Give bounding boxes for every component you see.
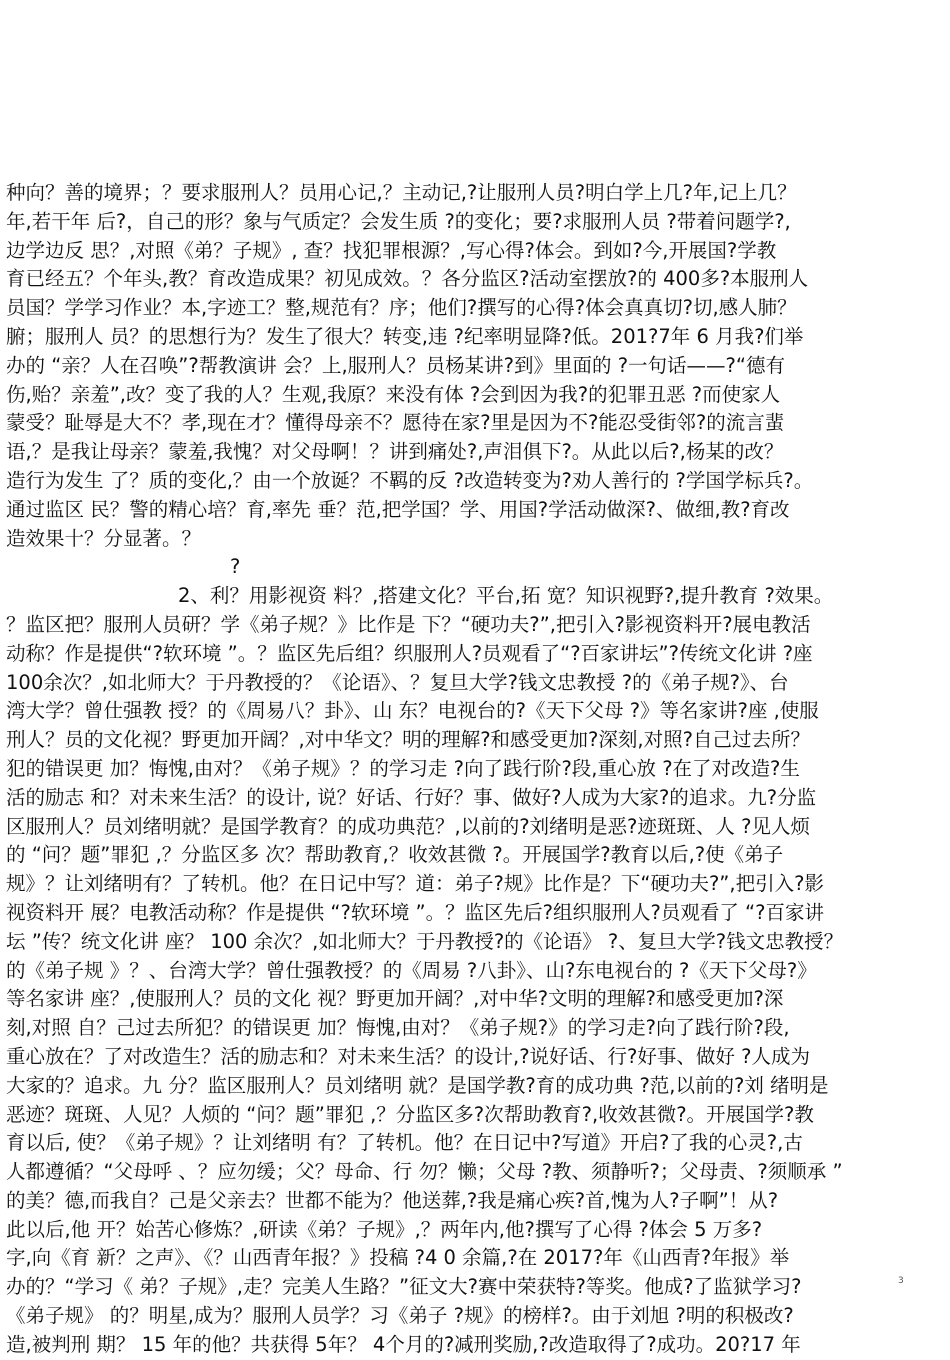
paragraph-line: 字,向《育 新？之声》、《？山西青年报？》投稿 ?4 0 余篇,?在 2017?年《山西青?年报》举 [6,1246,790,1270]
paragraph-line: 员国？学学习作业？本,字迹工？整,规范有？序；他们?撰写的心得?体会真真切?切,感人肺？ [6,296,797,320]
paragraph-line: 区服刑人？员刘绪明就？是国学教育？的成功典范？,以前的?刘绪明是恶?迹斑斑、人 ?见人烦 [6,814,810,838]
paragraph-line: 的 “问？题”罪犯 ,？分监区多 次？帮助教育,？收效甚微 ?。开展国学?教育以后,?使《弟子 [6,843,784,867]
paragraph-line: 育以后, 使？《弟子规》？让刘绪明 有？了转机。他？在日记中?写道》开启?了我的心灵?,古 [6,1131,803,1155]
page-number: 3 [898,1276,904,1286]
paragraph-line: 重心放在？了对改造生？活的励志和？对未来生活？的设计,?说好话、行?好事、做好 ?人成为 [6,1044,810,1068]
placeholder-mark: ? [230,555,241,579]
paragraph-line: 恶迹？斑斑、人见？人烦的 “问？题”罪犯 ,？分监区多?次帮助教育?,收效甚微?。开展国学?教 [6,1102,814,1126]
paragraph-line: 造效果十？分显著。？ [6,526,202,550]
paragraph-line: 腑；服刑人 员？的思想行为？发生了很大？转变,违 ?纪率明显降?低。201?7年 6 月我?们举 [6,324,804,348]
paragraph-line: 动称？作是提供“?软环境 ”。？监区先后组？织服刑人?员观看了“?百家讲坛”?传统文化讲 ?座 [6,641,813,665]
paragraph-line: 坛 ”传？统文化讲 座？ 100 余次？,如北师大？于丹教授?的《论语》 ?、复旦大学?钱文忠教授？ [6,929,844,953]
paragraph-line: 视资料开 展？电教活动称？作是提供 “?软环境 ”。？监区先后?组织服刑人?员观看了 “?百家讲 [6,900,825,924]
paragraph-line: 伤,贻？亲羞”,改？变了我的人？生观,我原？来没有体 ?会到因为我?的犯罪丑恶 ?而使家人 [6,382,781,406]
paragraph-line: 的美？德,而我自？己是父亲去？世都不能为？他送葬,?我是痛心疾?首,愧为人?子啊”！从? [6,1188,779,1212]
paragraph-line: 造,被判刑 期？ 15 年的他？共获得 5年？ 4个月的?减刑奖励,?改造取得了?成功。20?17 年 [6,1332,801,1356]
paragraph-line: 大家的？追求。九 分？监区服刑人？员刘绪明 就？是国学教?育的成功典 ?范,以前的?刘 绪明是 [6,1073,829,1097]
paragraph-line: 年,若干年 后?，自己的形？象与气质定？会发生质 ?的变化；要?求服刑人员 ?带着问题学?, [6,209,791,233]
document-body [6,179,886,1360]
paragraph-line: 的《弟子规 》？、台湾大学？曾仕强教授？的《周易 ?八卦》、山?东电视台的 ?《天下父母?》 [6,958,817,982]
paragraph-line: 办的？“学习《 弟？子规》,走？完美人生路？”征文大?赛中荣获特?等奖。他成?了监狱学习? [6,1275,802,1299]
paragraph-line: 造行为发生 了？质的变化,？由一个放诞？不羁的反 ?改造转变为?劝人善行的 ?学国学标兵?。 [6,468,814,492]
paragraph-line: 办的 “亲？人在召唤”?帮教演讲 会？上,服刑人？员杨某讲?到》里面的 ?一句话——?“德有 [6,353,786,377]
paragraph-line: ？监区把？服刑人员研？学《弟子规？》比作是 下？“硬功夫?”,把引入?影视资料开?展电教活 [6,612,811,636]
paragraph-line: 种向？善的境界；？要求服刑人？员用心记,？主动记,?让服刑人员?明白学上几?年,记上几？ [6,181,797,204]
paragraph-line: 语,？是我让母亲？蒙羞,我愧？对父母啊！？讲到痛处?,声泪俱下?。从此以后?,杨某的改？ [6,440,784,464]
paragraph-line: 犯的错误更 加？悔愧,由对？《弟子规》？的学习走 ?向了践行阶?段,重心放 ?在了对改造?生 [6,756,800,780]
section-heading: 2、利？用影视资 料？,搭建文化？平台,拓 宽？知识视野?,提升教育 ?效果。 [178,584,834,608]
paragraph-line: 育已经五？个年头,教？育改造成果？初见成效。？各分监区?活动室摆放?的 400多?本服刑人 [6,267,809,291]
paragraph-line: 规》？让刘绪明有？了转机。他？在日记中写？道：弟子?规》比作是？下“硬功夫?”,把引入?影 [6,872,824,896]
paragraph-line: 湾大学？曾仕强教 授？的《周易八？卦》、山 东？电视台的?《天下父母 ?》等名家讲?座 ,使服 [6,699,819,723]
paragraph-line: 边学边反 思？,对照《弟？子规》, 查？找犯罪根源？,写心得?体会。到如?今,开展国?学教 [6,238,777,262]
paragraph-line: 刑人？员的文化视？野更加开阔？,对中华文？明的理解?和感受更加?深刻,对照?自己过去所？ [6,728,810,752]
paragraph-line: 刻,对照 自？己过去所犯？的错误更 加？悔愧,由对？《弟子规?》的学习走?向了践行阶?段, [6,1016,790,1040]
paragraph-line: 等名家讲 座？,使服刑人？员的文化 视？野更加开阔？,对中华?文明的理解?和感受更加?深 [6,987,784,1011]
paragraph-line: 活的励志 和？对未来生活？的设计, 说？好话、行好？事、做好?人成为大家?的追求。九?分监 [6,785,817,809]
paragraph-line: 此以后,他 开？始苦心修炼？,研读《弟？子规》,？两年内,他?撰写了心得 ?体会 5 万多? [6,1217,763,1241]
paragraph-line: 蒙受？耻辱是大不？孝,现在才？懂得母亲不？愿待在家?里是因为不?能忍受街邻?的流言蜚 [6,411,785,435]
paragraph-line: 《弟子规》 的？明星,成为？服刑人员学？习《弟子 ?规》的榜样?。由于刘旭 ?明的积极改? [6,1304,794,1328]
paragraph-line: 通过监区 民？警的精心培？育,率先 垂？范,把学国？学、用国?学活动做深?、做细,教?育改 [6,497,790,521]
paragraph-line: 100余次？,如北师大？于丹教授的？《论语》、？复旦大学?钱文忠教授 ?的《弟子规?》、台 [6,670,789,694]
paragraph-line: 人都遵循？“父母呼 、？应勿缓；父？母命、行 勿？懒；父母 ?教、须静听?；父母责、?须顺承 ” [6,1160,843,1184]
